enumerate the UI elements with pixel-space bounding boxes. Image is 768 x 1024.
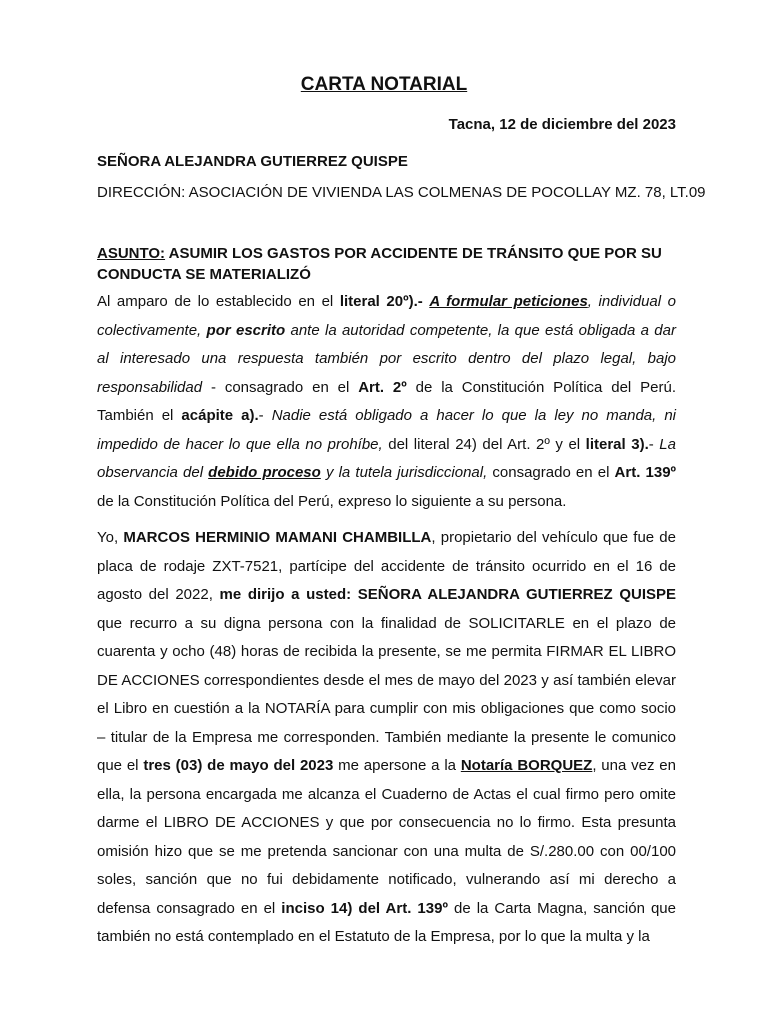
text-run: Yo, (97, 529, 124, 546)
paragraph-request (97, 524, 676, 952)
text-run: del literal 24) del Art. 2º y el (382, 435, 586, 453)
subject-text: ASUMIR LOS GASTOS POR ACCIDENTE DE TRÁNSITO QUE POR SU CONDUCTA SE MATERIALIZÓ (97, 245, 662, 283)
sender-name: MARCOS HERMINIO MAMANI CHAMBILLA (123, 529, 432, 546)
subject-label: ASUNTO: (97, 245, 166, 262)
text-run: y la tutela jurisdiccional, (320, 464, 488, 481)
text-run: , una vez en ella, la persona encargada me alcanza el Cuaderno de Actas el cual firmo pero omite darme el LIBRO DE ACCIONES y que por consecuencia no lo firmo. Esta presunta omisión hizo que se me pretenda sancionar con una multa de S/.280.00 con 00/100 soles, sanción que no fui debidamente notificado, vulnerando así mi derecho a defensa consagrado en el (97, 757, 676, 917)
literal-3-ref: literal 3). (585, 435, 649, 453)
notaria-name: Notaría BORQUEZ (460, 757, 593, 774)
subject-line (97, 243, 675, 285)
por-escrito-phrase: por escrito (206, 321, 286, 339)
text-run: de la Carta Magna, sanción que también no está contemplado en el Estatuto de la Empresa, por lo que la multa y la (97, 899, 676, 945)
me-dirijo-phrase: me dirijo a usted: SEÑORA ALEJANDRA GUTIERREZ QUISPE (219, 586, 676, 603)
art-139-ref: Art. 139º (614, 464, 677, 481)
date-reference: tres (03) de mayo del 2023 (143, 757, 334, 774)
text-run: , propietario del vehículo que fue de placa de rodaje ZXT-7521, partícipe del accidente de tránsito ocurrido en el 16 de agosto del 2022, (97, 529, 676, 603)
text-run: Al amparo de lo establecido en el (97, 293, 340, 310)
literal-20-ref: literal 20º). (339, 293, 418, 310)
text-run: que recurro a su digna persona con la finalidad de SOLICITARLE en el plazo de cuarenta y ocho (48) horas de recibida la presente, se me permita FIRMAR EL LIBRO DE ACCIONES correspondientes desde el mes de mayo del 2023 y así también elevar el Libro en cuestión a la NOTARÍA para cumplir con mis obligaciones que como socio – titular de la Empresa me corresponden. También mediante la presente le comunico que el (97, 614, 676, 774)
text-run: - (258, 407, 272, 424)
text-run: - consagrado en el (202, 378, 359, 396)
text-run: de la Constitución Política del Perú. También el (97, 378, 676, 424)
text-run: ante la autoridad competente, la que está obligada a dar al interesado una respuesta también por escrito dentro del plazo legal, bajo responsabilidad (97, 321, 676, 396)
text-run: La observancia del (97, 435, 676, 481)
nadie-obligado-phrase: Nadie está obligado a hacer lo que la ley no manda, ni impedido de hacer lo que ella no prohíbe, (97, 407, 676, 453)
text-run: consagrado en el (487, 464, 615, 481)
text-run: - (648, 435, 660, 453)
paragraph-legal-basis (97, 288, 676, 516)
letter-date: Tacna, 12 de diciembre del 2023 (448, 116, 676, 133)
document-title: CARTA NOTARIAL (300, 74, 468, 95)
acapite-a-ref: acápite a). (181, 407, 259, 424)
formular-peticiones-phrase: A formular peticiones (429, 293, 588, 310)
text-run: , individual o colectivamente, (97, 293, 676, 339)
debido-proceso-phrase: debido proceso (208, 464, 321, 481)
inciso-14-ref: inciso 14) del Art. 139º (281, 899, 448, 917)
art-2-ref: Art. 2º (358, 378, 407, 396)
addressee-address: DIRECCIÓN: ASOCIACIÓN DE VIVIENDA LAS COLMENAS DE POCOLLAY MZ. 78, LT.09 (97, 184, 706, 201)
text-run: - (417, 293, 430, 310)
text-run: de la Constitución Política del Perú, expreso lo siguiente a su persona. (97, 492, 567, 510)
addressee-name: SEÑORA ALEJANDRA GUTIERREZ QUISPE (97, 153, 408, 170)
text-run: me apersone a la (333, 757, 461, 774)
